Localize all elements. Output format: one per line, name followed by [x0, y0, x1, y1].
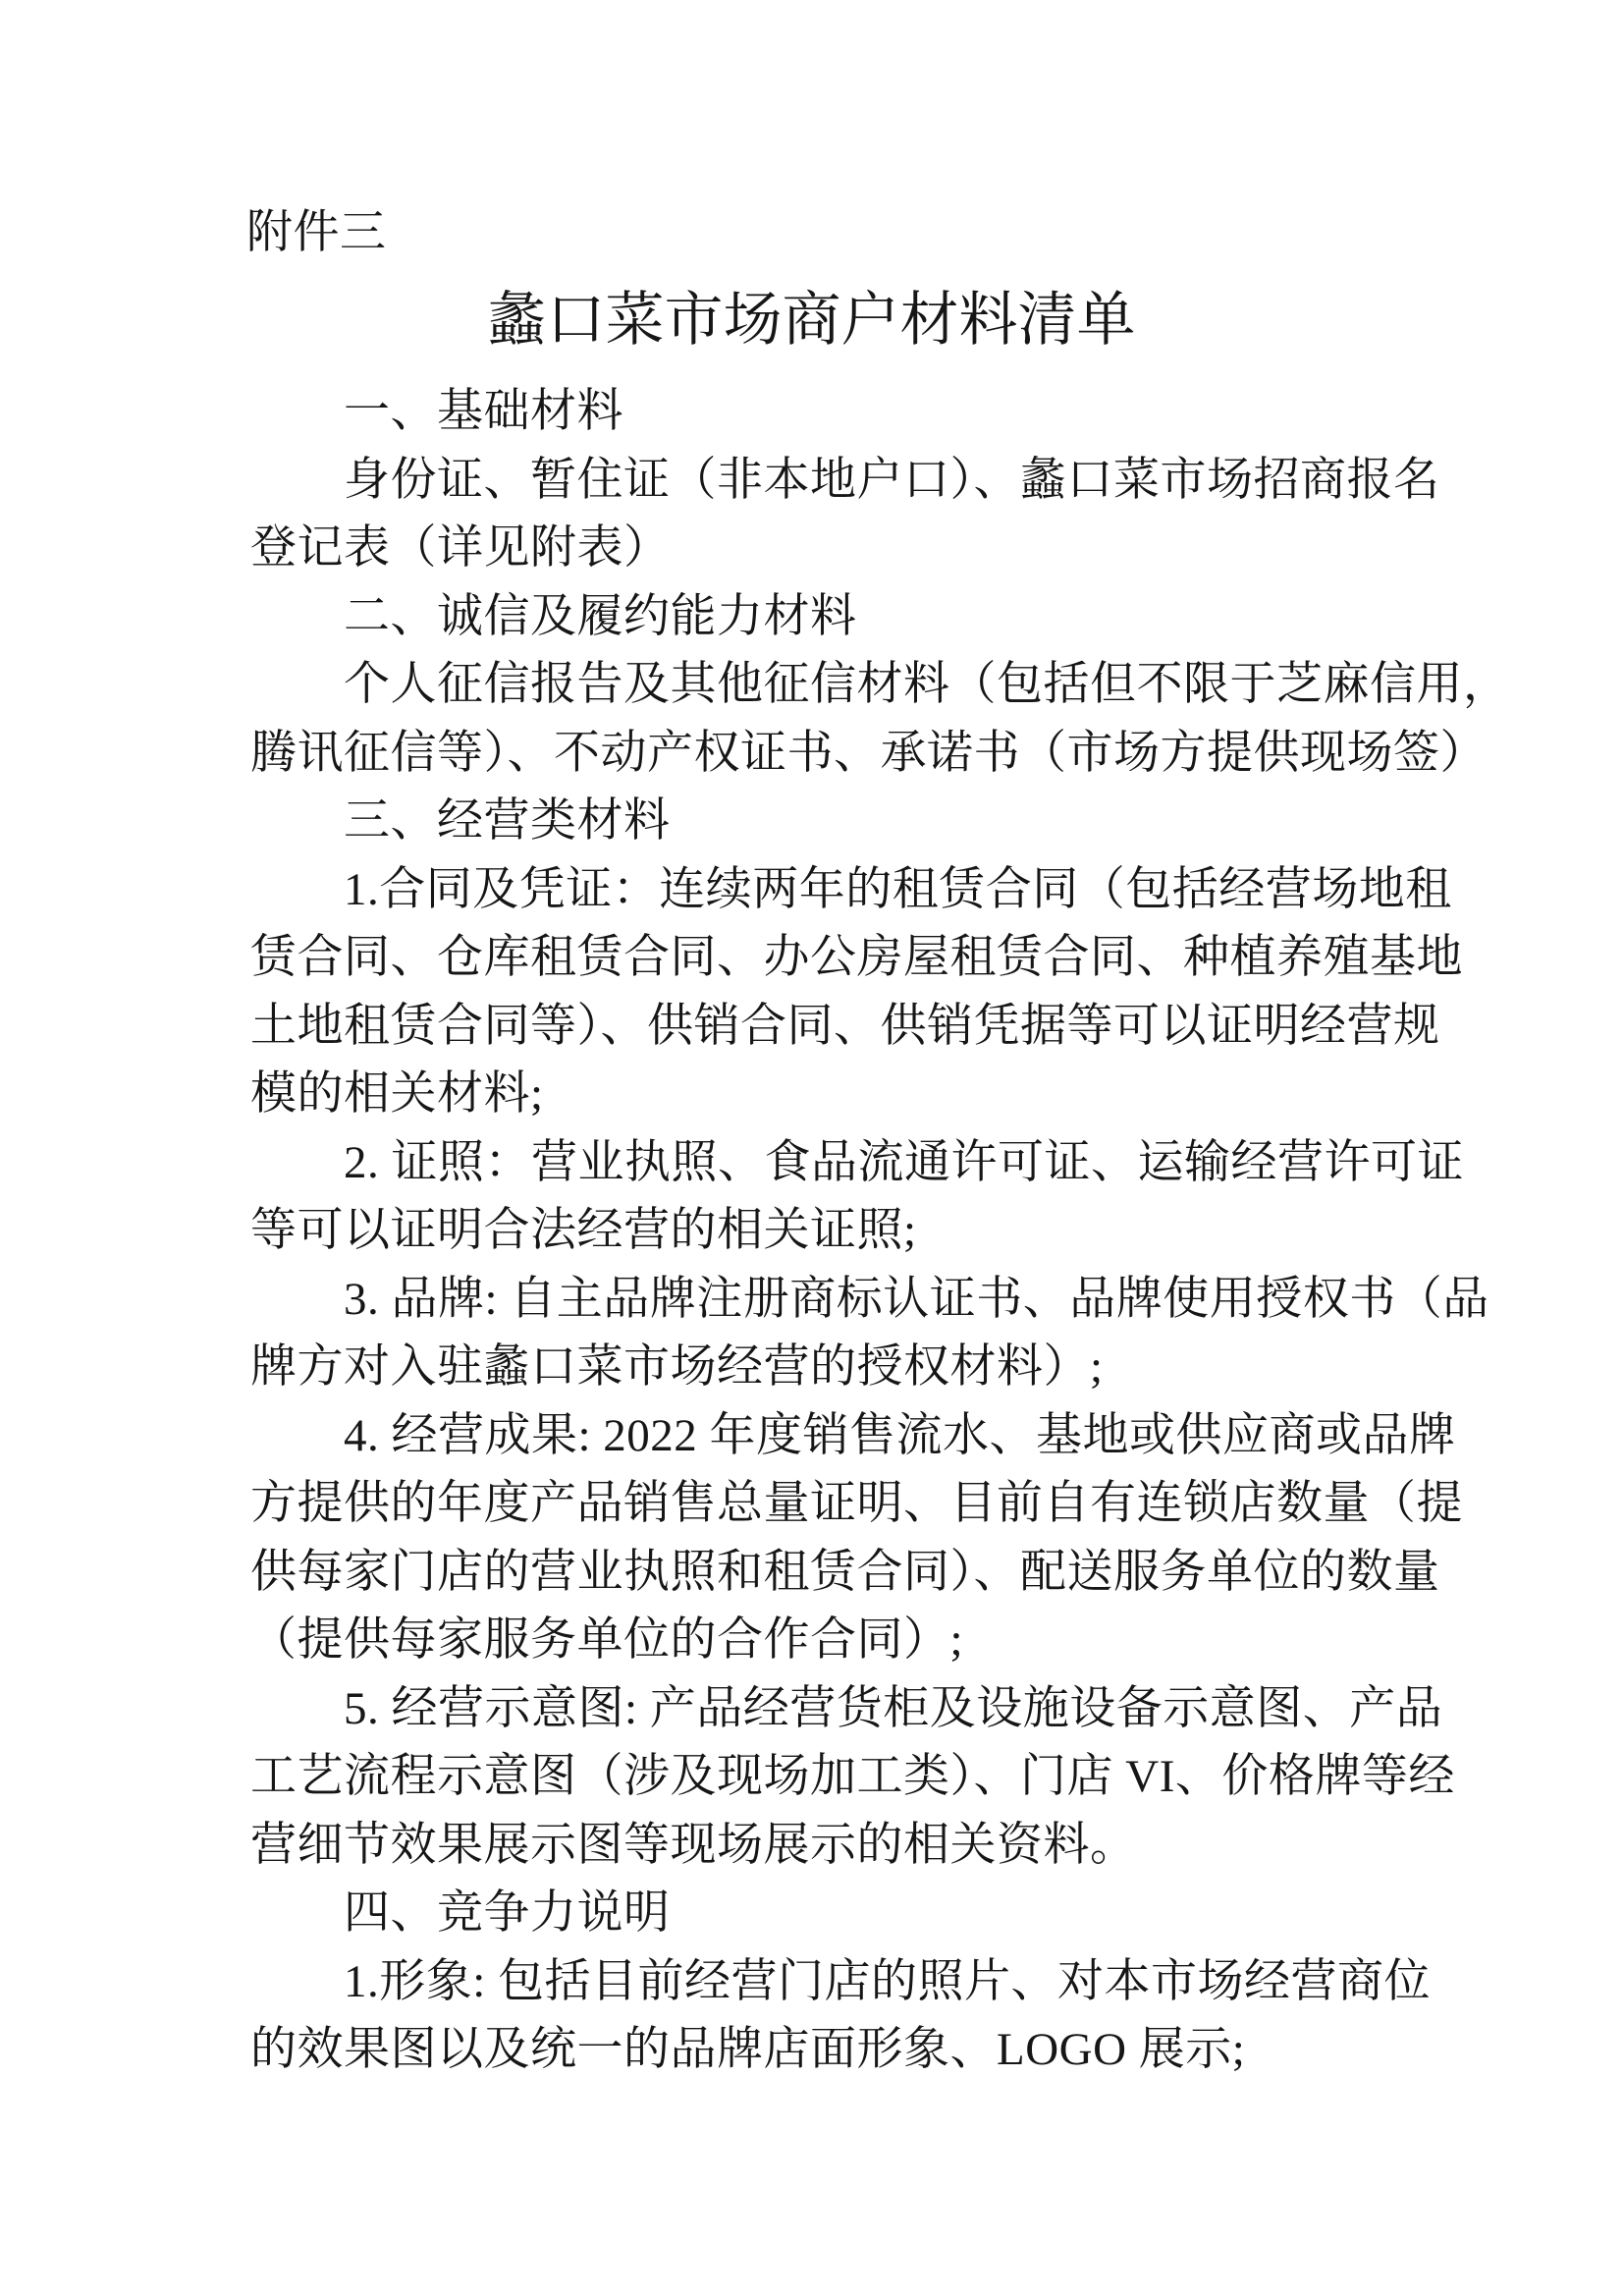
text-line: 方提供的年度产品销售总量证明、目前自有连锁店数量（提: [250, 1478, 1463, 1529]
page-title: 蠡口菜市场商户材料清单: [487, 288, 1136, 353]
text-line: 三、经营类材料: [344, 795, 671, 847]
text-line: 一、基础材料: [344, 386, 623, 437]
text-line: 的效果图以及统一的品牌店面形象、LOGO 展示;: [250, 2024, 1246, 2075]
text-line: 二、诚信及履约能力材料: [344, 590, 857, 642]
text-line: 牌方对入驻蠡口菜市场经营的授权材料）;: [250, 1341, 1104, 1393]
text-line: 四、竞争力说明: [344, 1887, 671, 1939]
document-body: [250, 378, 1510, 2085]
text-line: 营细节效果展示图等现场展示的相关资料。: [250, 1819, 1137, 1871]
text-line: 5. 经营示意图: 产品经营货柜及设施设备示意图、产品: [344, 1682, 1443, 1734]
text-line: 身份证、暂住证（非本地户口）、蠡口菜市场招商报名: [344, 454, 1440, 506]
text-line: 4. 经营成果: 2022 年度销售流水、基地或供应商或品牌: [344, 1409, 1456, 1461]
text-line: 登记表（详见附表）: [250, 522, 671, 574]
text-line: 供每家门店的营业执照和租赁合同）、配送服务单位的数量: [250, 1546, 1440, 1598]
text-line: 3. 品牌: 自主品牌注册商标认证书、品牌使用授权书（品: [344, 1273, 1489, 1325]
attachment-label: 附件三: [246, 207, 387, 258]
text-line: 模的相关材料;: [250, 1068, 544, 1120]
text-line: （提供每家服务单位的合作合同）;: [250, 1614, 964, 1666]
text-line: 等可以证明合法经营的相关证照;: [250, 1205, 917, 1256]
text-line: 1.合同及凭证：连续两年的租赁合同（包括经营场地租: [344, 863, 1452, 915]
text-line: 赁合同、仓库租赁合同、办公房屋租赁合同、种植养殖基地: [250, 932, 1463, 983]
text-line: 2. 证照：营业执照、食品流通许可证、运输经营许可证: [344, 1136, 1464, 1188]
text-line: 土地租赁合同等）、供销合同、供销凭据等可以证明经营规: [250, 1000, 1440, 1052]
text-line: 工艺流程示意图（涉及现场加工类）、门店 VI、价格牌等经: [250, 1751, 1455, 1802]
text-line: 腾讯征信等）、不动产权证书、承诺书（市场方提供现场签）: [250, 727, 1487, 779]
text-line: 1.形象: 包括目前经营门店的照片、对本市场经营商位: [344, 1955, 1432, 2007]
text-line: 个人征信报告及其他征信材料（包括但不限于芝麻信用，: [344, 659, 1510, 710]
